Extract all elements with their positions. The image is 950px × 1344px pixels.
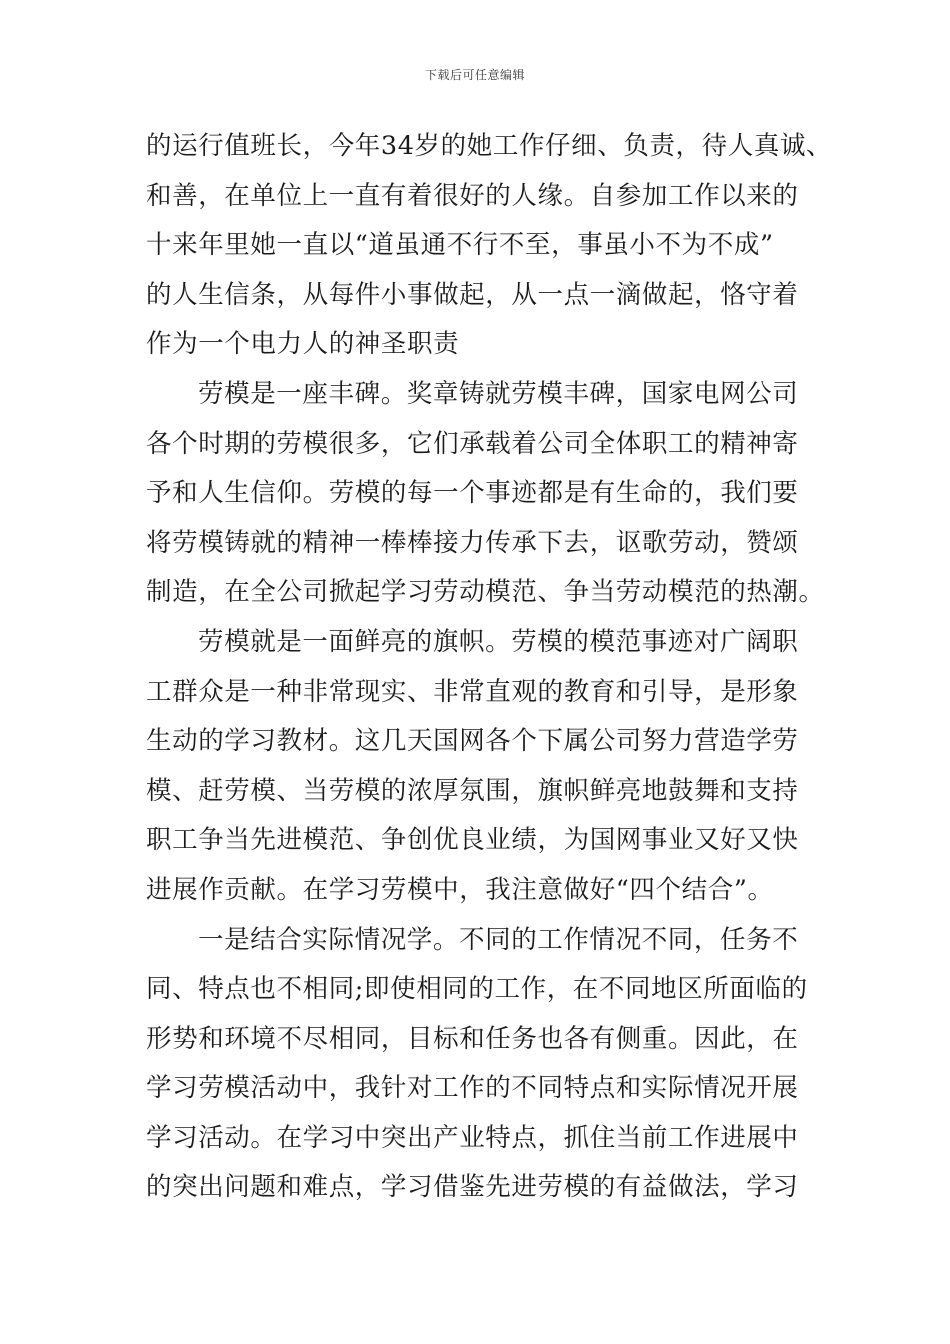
document-body: [146, 122, 833, 1213]
text-line: 同、特点也不相同;即使相同的工作，在不同地区所面临的: [146, 974, 808, 1005]
header-note: 下载后可任意编辑: [424, 68, 525, 82]
text-line: 形势和环境不尽相同，目标和任务也各有侧重。因此，在: [146, 1023, 799, 1054]
text-line: 学习劳模活动中，我针对工作的不同特点和实际情况开展: [146, 1073, 799, 1104]
paragraph-start-line: 劳模是一座丰碑。奖章铸就劳模丰碑，国家电网公司: [198, 378, 799, 409]
text-line: 模、赶劳模、当劳模的浓厚氛围，旗帜鲜亮地鼓舞和支持: [146, 775, 799, 806]
text-line: 学习活动。在学习中突出产业特点，抓住当前工作进展中: [146, 1122, 799, 1153]
text-line: 和善，在单位上一直有着很好的人缘。自参加工作以来的: [146, 180, 799, 211]
text-line: 的运行值班长，今年34岁的她工作仔细、负责，待人真诚、: [146, 131, 833, 161]
text-line: 生动的学习教材。这几天国网各个下属公司努力营造学劳: [146, 726, 799, 757]
text-line: 职工争当先进模范、争创优良业绩，为国网事业又好又快: [146, 825, 799, 856]
text-line: 进展作贡献。在学习劳模中，我注意做好“四个结合”。: [146, 874, 774, 905]
text-line: 各个时期的劳模很多，它们承载着公司全体职工的精神寄: [146, 428, 799, 459]
text-line: 作为一个电力人的神圣职责: [146, 329, 460, 360]
paragraph-start-line: 劳模就是一面鲜亮的旗帜。劳模的模范事迹对广阔职: [198, 626, 799, 657]
text-line: 予和人生信仰。劳模的每一个事迹都是有生命的，我们要: [146, 478, 799, 509]
text-line: 将劳模铸就的精神一棒棒接力传承下去，讴歌劳动，赞颂: [146, 527, 799, 558]
text-line: 工群众是一种非常现实、非常直观的教育和引导，是形象: [146, 676, 799, 707]
paragraph-start-line: 一是结合实际情况学。不同的工作情况不同，任务不: [198, 924, 799, 955]
text-line: 制造，在全公司掀起学习劳动模范、争当劳动模范的热潮。: [146, 577, 825, 608]
text-line: 十来年里她一直以“道虽通不行不至，事虽小不为不成”: [146, 230, 774, 261]
text-line: 的突出问题和难点，学习借鉴先进劳模的有益做法，学习: [146, 1172, 799, 1203]
text-line: 的人生信条，从每件小事做起，从一点一滴做起，恪守着: [146, 279, 799, 310]
